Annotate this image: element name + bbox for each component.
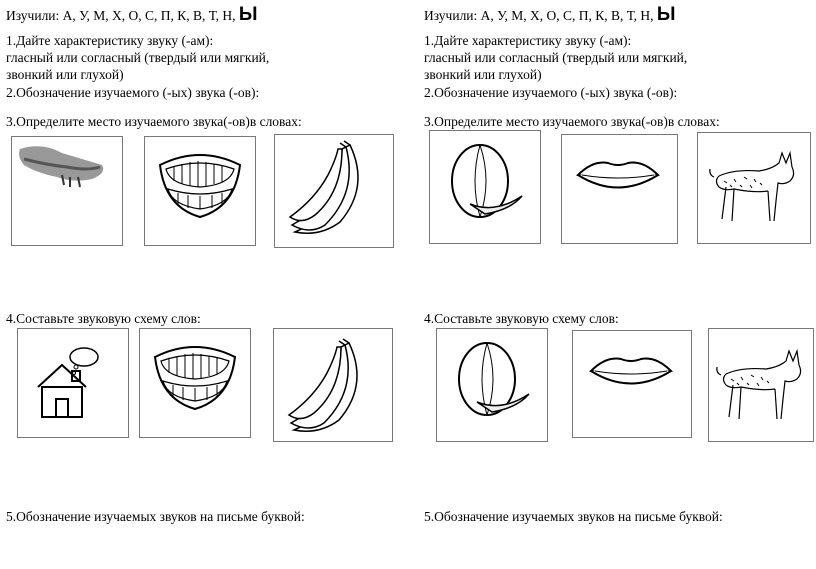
worksheet-left [6, 0, 406, 569]
bananas-picture [273, 328, 393, 442]
house-with-smoke-icon [18, 329, 128, 437]
task-1-title: 1.Дайте характеристику звуку (-ам): [424, 33, 632, 48]
melon-icon [430, 131, 540, 243]
bananas-icon [275, 135, 393, 247]
bananas-icon [274, 329, 392, 441]
lips-picture [572, 330, 692, 438]
task-5-title: 5.Обозначение изучаемых звуков на письме буквой: [424, 509, 723, 524]
lips-icon [573, 331, 691, 437]
task-1-line-2: гласный или согласный (твердый или мягкий, [6, 50, 270, 65]
lynx-icon [698, 133, 810, 243]
teeth-icon [145, 137, 255, 245]
task-5-title: 5.Обозначение изучаемых звуков на письме буквой: [6, 509, 305, 524]
task-4-title: 4.Составьте звуковую схему слов: [6, 311, 201, 326]
studied-letters: Изучили: А, У, М, Х, О, С, П, К, В, Т, Н, Ы [424, 4, 676, 25]
melon-picture [436, 328, 548, 442]
teeth-picture [139, 328, 251, 438]
task-3-title: 3.Определите место изучаемого звука(-ов)в словах: [424, 114, 720, 129]
lips-icon [562, 135, 677, 243]
teeth-picture [144, 136, 256, 246]
bananas-picture [274, 134, 394, 248]
studied-letters: Изучили: А, У, М, Х, О, С, П, К, В, Т, Н, Ы [6, 4, 258, 25]
melon-picture [429, 130, 541, 244]
lips-picture [561, 134, 678, 244]
lynx-icon [709, 329, 813, 441]
task-4-title: 4.Составьте звуковую схему слов: [424, 311, 619, 326]
lynx-picture [697, 132, 811, 244]
task-1-line-2: гласный или согласный (твердый или мягкий, [424, 50, 688, 65]
task-3-title: 3.Определите место изучаемого звука(-ов)в словах: [6, 114, 302, 129]
melon-icon [437, 329, 547, 441]
task-1-line-3: звонкий или глухой) [6, 67, 124, 82]
task-1-title: 1.Дайте характеристику звуку (-ам): [6, 33, 214, 48]
task-2-title: 2.Обозначение изучаемого (-ых) звука (-ов): [424, 85, 678, 100]
worksheet-right [424, 0, 816, 569]
task-1-line-3: звонкий или глухой) [424, 67, 542, 82]
teeth-icon [140, 329, 250, 437]
smoke-picture [11, 136, 123, 246]
task-2-title: 2.Обозначение изучаемого (-ых) звука (-ов): [6, 85, 260, 100]
lynx-picture [708, 328, 814, 442]
house-picture [17, 328, 129, 438]
smoke-icon [12, 137, 122, 245]
